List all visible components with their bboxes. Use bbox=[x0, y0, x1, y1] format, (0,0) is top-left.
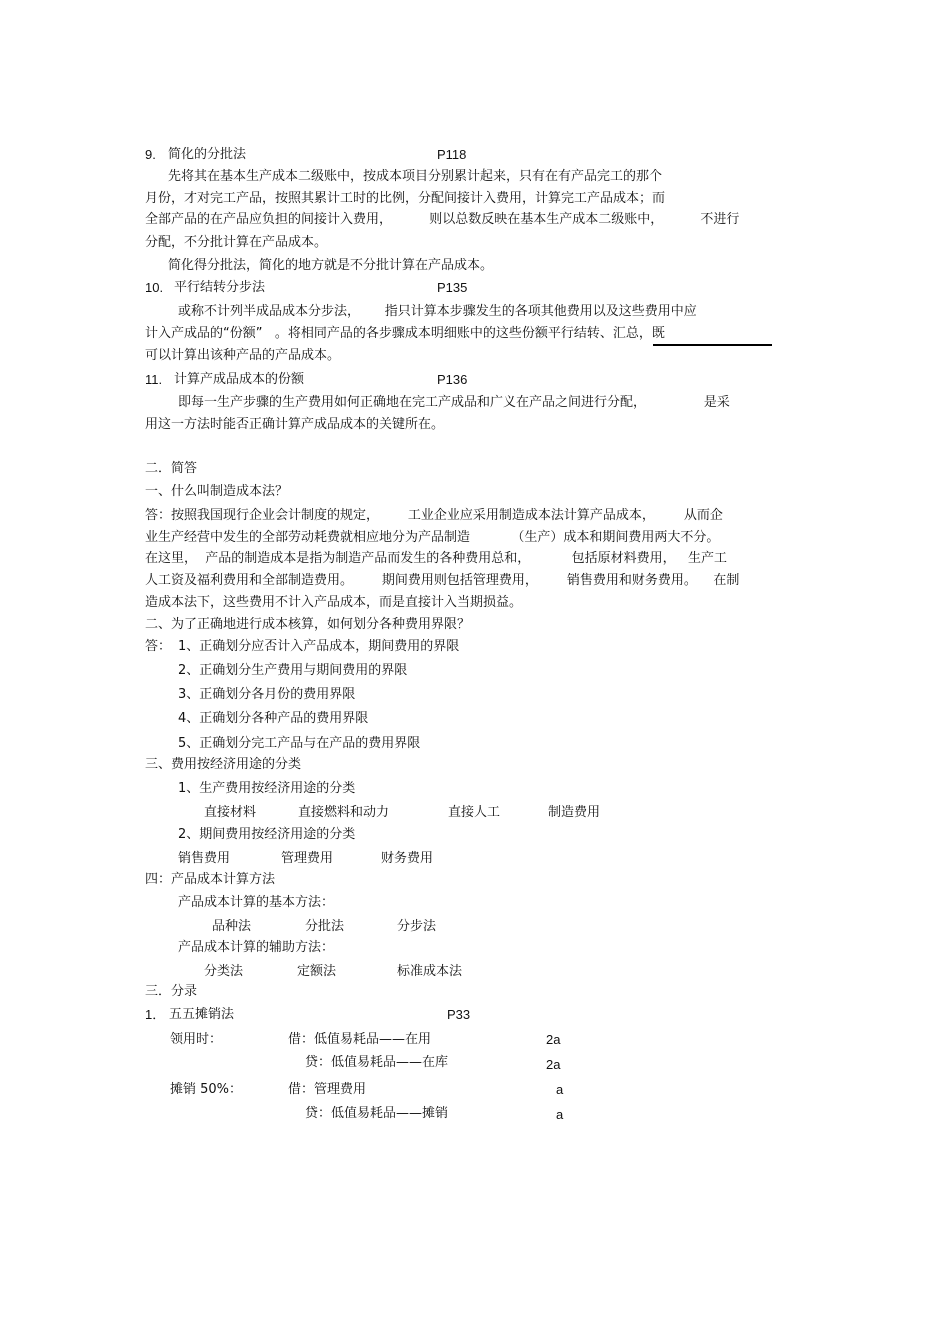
entry-4-side: 贷：低值易耗品——摊销 bbox=[305, 1106, 449, 1121]
entry-item1-number: 1． bbox=[145, 1007, 166, 1022]
item11-page-ref: P136 bbox=[437, 372, 468, 387]
item9-page-ref: P118 bbox=[437, 147, 467, 162]
q4-aux-item-3: 标准成本法 bbox=[397, 964, 463, 979]
underline-rule bbox=[653, 344, 772, 346]
q4-basic-item-3: 分步法 bbox=[397, 919, 437, 934]
q3-sub1-item-1: 直接材料 bbox=[204, 805, 257, 820]
item10-line-2: 计入产成品的“份额” 。将相同产品的各步骤成本明细账中的这些份额平行结转、汇总，既 bbox=[145, 326, 665, 341]
entry-item1-page-ref: P33 bbox=[447, 1007, 471, 1022]
q3-sub2-item-3: 财务费用 bbox=[381, 851, 434, 866]
entry-1-side: 借：低值易耗品——在用 bbox=[288, 1032, 432, 1047]
q1-line-1: 答：按照我国现行企业会计制度的规定， 工业企业应采用制造成本法计算产品成本， 从而企 bbox=[145, 508, 723, 523]
q3-sub2: 2、期间费用按经济用途的分类 bbox=[178, 827, 356, 842]
q2-title: 二、为了正确地进行成本核算，如何划分各种费用界限？ bbox=[145, 617, 471, 632]
q3-sub1-item-2: 直接燃料和动力 bbox=[298, 805, 390, 820]
entry-3-amount: a bbox=[556, 1082, 564, 1097]
q2-item-4: 4、正确划分各种产品的费用界限 bbox=[178, 711, 369, 726]
entry-4-amount: a bbox=[556, 1107, 564, 1122]
q4-aux-item-2: 定额法 bbox=[297, 964, 337, 979]
entry-3-side: 借：管理费用 bbox=[288, 1082, 367, 1097]
q4-title: 四：产品成本计算方法 bbox=[145, 872, 276, 887]
q3-sub1: 1、生产费用按经济用途的分类 bbox=[178, 781, 356, 796]
q2-item-2: 2、正确划分生产费用与期间费用的界限 bbox=[178, 663, 408, 678]
item9-line-5: 简化得分批法，简化的地方就是不分批计算在产品成本。 bbox=[168, 258, 494, 273]
q2-item-1: 1、正确划分应否计入产品成本，期间费用的界限 bbox=[178, 639, 460, 654]
q1-line-5: 造成本法下，这些费用不计入产品成本，而是直接计入当期损益。 bbox=[145, 595, 523, 610]
entry-1-amount: 2a bbox=[546, 1032, 561, 1047]
entry-3-label: 摊销 50%： bbox=[170, 1082, 243, 1097]
item11-number: 11. bbox=[145, 372, 163, 387]
entry-1-label: 领用时： bbox=[170, 1032, 223, 1047]
q4-basic-item-1: 品种法 bbox=[212, 919, 252, 934]
item10-page-ref: P135 bbox=[437, 280, 468, 295]
item9-line-2: 月份，才对完工产品，按照其累计工时的比例，分配间接计入费用，计算完工产品成本；而 bbox=[145, 191, 666, 206]
item9-line-3: 全部产品的在产品应负担的间接计入费用， 则以总数反映在基本生产成本二级账中， 不进行 bbox=[145, 212, 740, 227]
entry-2-amount: 2a bbox=[546, 1057, 561, 1072]
q3-sub2-item-2: 管理费用 bbox=[281, 851, 334, 866]
q1-line-2: 业生产经营中发生的全部劳动耗费就相应地分为产品制造 （生产）成本和期间费用两大不分。 bbox=[145, 530, 720, 545]
item9-number: 9. bbox=[145, 147, 156, 162]
item11-line-1: 即每一生产步骤的生产费用如何正确地在完工产成品和广义在产品之间进行分配， 是采 bbox=[178, 395, 730, 410]
item9-line-1: 先将其在基本生产成本二级账中，按成本项目分别累计起来，只有在有产品完工的那个 bbox=[168, 169, 663, 184]
q3-sub2-item-1: 销售费用 bbox=[178, 851, 231, 866]
q1-line-4: 人工资及福利费用和全部制造费用。 期间费用则包括管理费用， 销售费用和财务费用。 在制 bbox=[145, 573, 740, 588]
q4-aux-item-1: 分类法 bbox=[204, 964, 244, 979]
item10-number: 10. bbox=[145, 280, 164, 295]
item10-title: 平行结转分步法 bbox=[174, 280, 266, 295]
item9-line-4: 分配，不分批计算在产品成本。 bbox=[145, 235, 328, 250]
q2-item-5: 5、正确划分完工产品与在产品的费用界限 bbox=[178, 736, 421, 751]
item10-line-1: 或称不计列半成品成本分步法， 指只计算本步骤发生的各项其他费用以及这些费用中应 bbox=[178, 304, 697, 319]
item11-title: 计算产成品成本的份额 bbox=[174, 372, 305, 387]
q3-title: 三、费用按经济用途的分类 bbox=[145, 757, 302, 772]
q3-sub1-item-4: 制造费用 bbox=[548, 805, 601, 820]
q4-basic-item-2: 分批法 bbox=[305, 919, 345, 934]
item9-title: 简化的分批法 bbox=[168, 147, 247, 162]
item11-line-2: 用这一方法时能否正确计算产成品成本的关键所在。 bbox=[145, 417, 445, 432]
q4-aux-heading: 产品成本计算的辅助方法： bbox=[178, 940, 335, 955]
entry-item1-title: 五五摊销法 bbox=[169, 1007, 235, 1022]
q4-basic-heading: 产品成本计算的基本方法： bbox=[178, 895, 335, 910]
item10-line-3: 可以计算出该种产品的产品成本。 bbox=[145, 348, 341, 363]
section2-heading: 二．简答 bbox=[145, 461, 198, 476]
q3-sub1-item-3: 直接人工 bbox=[448, 805, 501, 820]
entry-2-side: 贷：低值易耗品——在库 bbox=[305, 1055, 449, 1070]
q2-item-3: 3、正确划分各月份的费用界限 bbox=[178, 687, 356, 702]
q1-line-3: 在这里， 产品的制造成本是指为制造产品而发生的各种费用总和， 包括原材料费用， 生产工 bbox=[145, 551, 727, 566]
q1-title: 一、什么叫制造成本法？ bbox=[145, 484, 289, 499]
section3-heading: 三．分录 bbox=[145, 984, 198, 999]
q2-answer-prefix: 答： bbox=[145, 639, 172, 654]
